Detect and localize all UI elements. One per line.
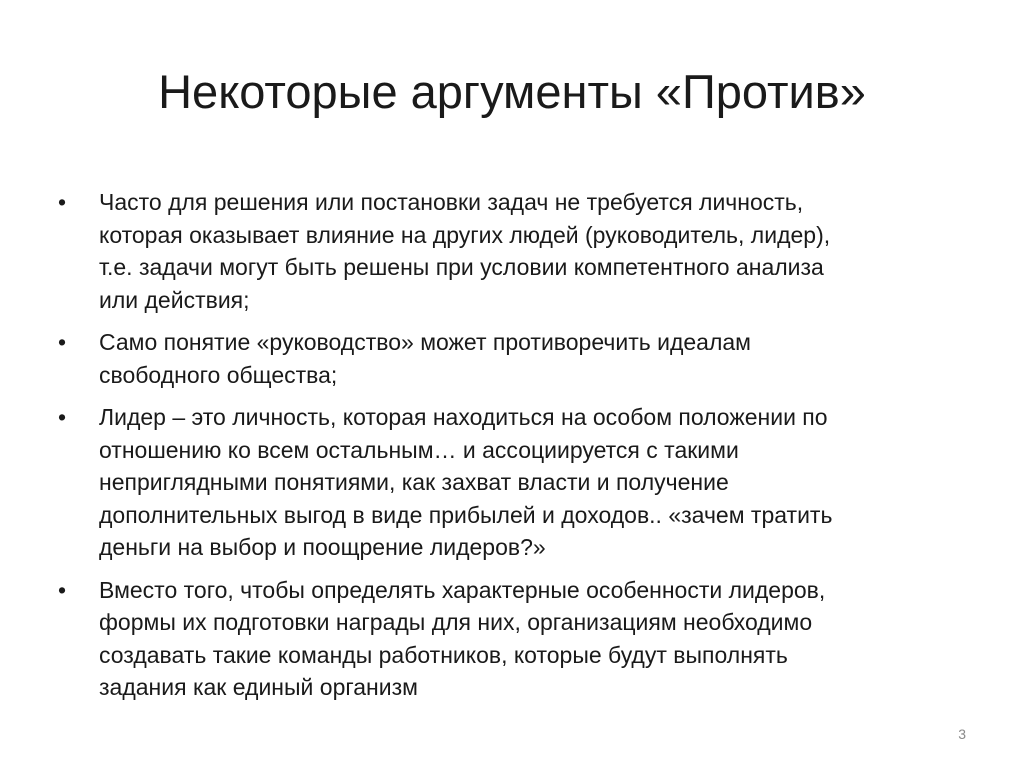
bullet-marker: •	[58, 189, 67, 215]
bullet-marker: •	[58, 576, 67, 603]
bullet-line: т.е. задачи могут быть решены при условии компетентного анализа	[99, 254, 824, 280]
bullet-line: Лидер – это личность, которая находиться на особом положении по	[99, 404, 828, 430]
bullet-line: деньги на выбор и поощрение лидеров?»	[99, 534, 546, 560]
bullet-marker: •	[58, 404, 67, 430]
bullet-line: Вместо того, чтобы определять характерные особенности лидеров,	[99, 576, 826, 603]
bullet-line: или действия;	[99, 286, 250, 313]
bullet-item	[52, 326, 952, 391]
bullet-list	[52, 186, 952, 714]
bullet-item	[52, 574, 952, 704]
bullet-line: Часто для решения или постановки задач не требуется личность,	[99, 189, 804, 215]
bullet-line: отношению ко всем остальным… и ассоциируется с такими	[99, 436, 739, 463]
bullet-line: создавать такие команды работников, которые будут выполнять	[99, 641, 788, 668]
bullet-line: Само понятие «руководство» может противоречить идеалам	[99, 329, 751, 355]
slide-title: Некоторые аргументы «Против»	[158, 65, 866, 118]
bullet-item	[52, 186, 952, 316]
bullet-item	[52, 401, 952, 564]
bullet-line: неприглядными понятиями, как захват власти и получение	[99, 469, 729, 495]
page-number: 3	[958, 726, 966, 742]
bullet-line: которая оказывает влияние на других людей (руководитель, лидер),	[99, 221, 831, 248]
bullet-marker: •	[58, 329, 67, 355]
bullet-line: дополнительных выгод в виде прибылей и доходов.. «зачем тратить	[99, 501, 833, 528]
bullet-line: свободного общества;	[99, 361, 338, 388]
bullet-line: формы их подготовки награды для них, организациям необходимо	[99, 609, 813, 635]
bullet-line: задания как единый организм	[99, 674, 418, 700]
